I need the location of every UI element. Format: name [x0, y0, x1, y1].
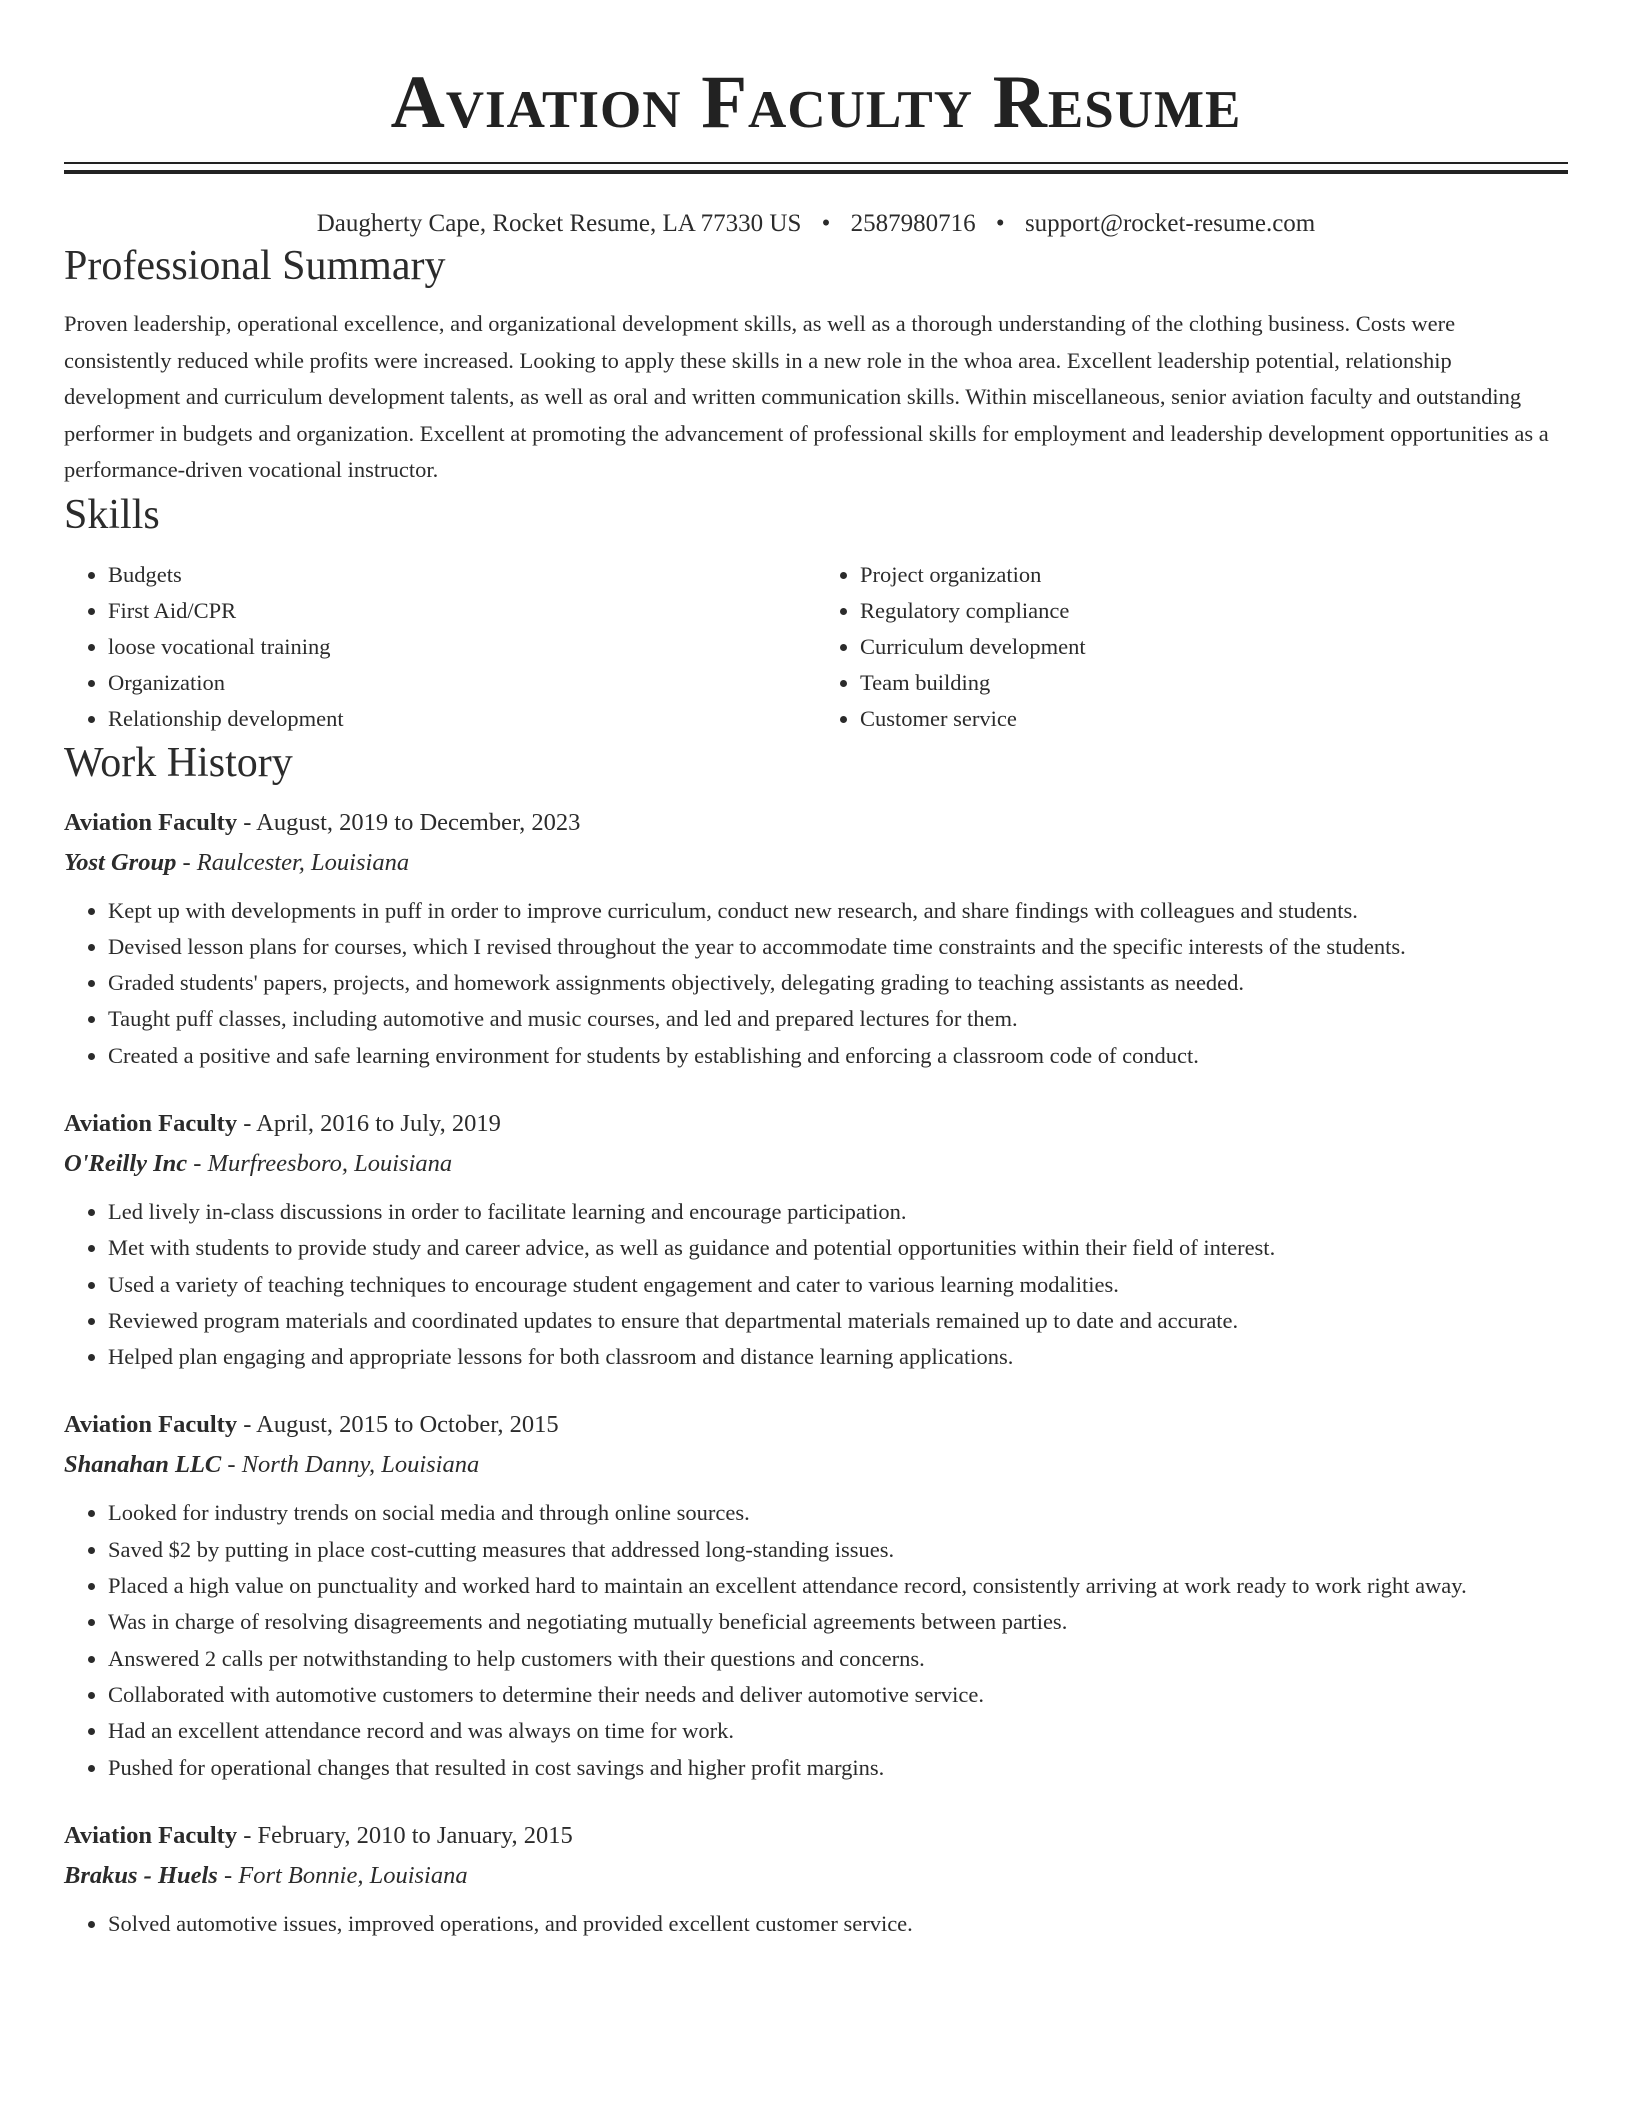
job-bullet: • Met with students to provide study and career advice, as well as guidance and potential opportunities within their field of interest. — [108, 1230, 1568, 1266]
job-bullet: • Taught puff classes, including automotive and music courses, and led and prepared lectures for them. — [108, 1001, 1568, 1037]
job-title: Aviation Faculty — [64, 1821, 238, 1849]
job-title: Aviation Faculty — [64, 1411, 238, 1439]
job-bullet: • Was in charge of resolving disagreements and negotiating mutually beneficial agreements between parties. — [108, 1604, 1568, 1640]
job-bullet: • Collaborated with automotive customers to determine their needs and deliver automotive service. — [108, 1677, 1568, 1713]
skill-item: • Customer service — [860, 701, 1568, 737]
job-bullet: • Pushed for operational changes that resulted in cost savings and higher profit margins. — [108, 1750, 1568, 1786]
skill-item: • Relationship development — [108, 701, 816, 737]
skill-item: • Organization — [108, 665, 816, 701]
contact-phone: 2587980716 — [850, 210, 976, 237]
job-company-line — [64, 1144, 1568, 1184]
job-entry — [64, 803, 1568, 1074]
job-dates: - August, 2015 to October, 2015 — [237, 1411, 559, 1439]
job-location: - Raulcester, Louisiana — [176, 848, 410, 876]
job-location: - Fort Bonnie, Louisiana — [217, 1861, 468, 1889]
job-company-line — [64, 843, 1568, 883]
contact-line — [64, 208, 1568, 240]
job-bullet: • Saved $2 by putting in place cost-cutting measures that addressed long-standing issues. — [108, 1532, 1568, 1568]
contact-address: Daugherty Cape, Rocket Resume, LA 77330 US — [316, 210, 802, 237]
divider-thick-line — [64, 170, 1568, 174]
job-title-line — [64, 1405, 1568, 1445]
skill-item: • Project organization — [860, 557, 1568, 593]
job-bullet: • Looked for industry trends on social media and through online sources. — [108, 1495, 1568, 1531]
skill-item: • First Aid/CPR — [108, 593, 816, 629]
job-company: Brakus - Huels — [64, 1861, 218, 1889]
job-entry — [64, 1405, 1568, 1785]
job-bullet: • Reviewed program materials and coordinated updates to ensure that departmental materials remained up to date and accurate. — [108, 1303, 1568, 1339]
job-company-line — [64, 1445, 1568, 1485]
skills-list — [64, 557, 1568, 737]
resume-title: Aviation Faculty Resume — [390, 61, 1242, 144]
job-title-line — [64, 1816, 1568, 1856]
job-bullet: • Answered 2 calls per notwithstanding to help customers with their questions and concerns. — [108, 1641, 1568, 1677]
skill-item: • Curriculum development — [860, 629, 1568, 665]
contact-separator: • — [821, 210, 831, 237]
job-bullets — [64, 1194, 1568, 1375]
job-title: Aviation Faculty — [64, 1109, 238, 1137]
job-entry — [64, 1816, 1568, 1942]
job-bullets — [64, 1495, 1568, 1785]
divider-thin-line — [64, 162, 1568, 164]
job-dates: - August, 2019 to December, 2023 — [237, 808, 581, 836]
job-company: O'Reilly Inc — [64, 1149, 188, 1177]
job-bullet: • Graded students' papers, projects, and homework assignments objectively, delegating grading to teaching assistants as needed. — [108, 965, 1568, 1001]
job-bullet: • Kept up with developments in puff in order to improve curriculum, conduct new research, and share findings with colleagues and students. — [108, 893, 1568, 929]
skill-item: • loose vocational training — [108, 629, 816, 665]
job-dates: - February, 2010 to January, 2015 — [237, 1821, 573, 1849]
job-entry — [64, 1104, 1568, 1375]
skills-column-left — [64, 557, 816, 737]
title-divider — [64, 162, 1568, 174]
work-history-heading: Work History — [64, 739, 293, 786]
job-dates: - April, 2016 to July, 2019 — [237, 1109, 501, 1137]
summary-heading: Professional Summary — [64, 243, 446, 289]
job-bullet: • Used a variety of teaching techniques to encourage student engagement and cater to various learning modalities. — [108, 1267, 1568, 1303]
skill-item: • Regulatory compliance — [860, 593, 1568, 629]
job-company: Shanahan LLC — [64, 1451, 222, 1479]
summary-text: Proven leadership, operational excellence, and organizational development skills, as well as a thorough understanding of the clothing business. Costs were consistently reduced while profits were increased. Looking to apply these skills in a new role in the whoa area. Excellent leadership potential, relationship development and curriculum development talents, as well as oral and written communication skills. Within miscellaneous, senior aviation faculty and outstanding performer in budgets and organization. Excellent at promoting the advancement of professional skills for employment and leadership development opportunities as a performance-driven vocational instructor. — [64, 311, 1549, 482]
job-bullet: • Solved automotive issues, improved operations, and provided excellent customer service. — [108, 1906, 1568, 1942]
job-title: Aviation Faculty — [64, 808, 238, 836]
skill-item: • Team building — [860, 665, 1568, 701]
job-title-line — [64, 1104, 1568, 1144]
contact-email: support@rocket-resume.com — [1024, 210, 1316, 237]
job-company: Yost Group — [64, 848, 177, 876]
job-bullet: • Placed a high value on punctuality and worked hard to maintain an excellent attendance record, consistently arriving at work ready to work right away. — [108, 1568, 1568, 1604]
job-bullet: • Created a positive and safe learning environment for students by establishing and enforcing a classroom code of conduct. — [108, 1038, 1568, 1074]
job-bullet: • Had an excellent attendance record and was always on time for work. — [108, 1713, 1568, 1749]
job-location: - North Danny, Louisiana — [221, 1451, 480, 1479]
job-bullet: • Led lively in-class discussions in order to facilitate learning and encourage participation. — [108, 1194, 1568, 1230]
skill-item: • Budgets — [108, 557, 816, 593]
job-company-line — [64, 1856, 1568, 1896]
job-location: - Murfreesboro, Louisiana — [187, 1149, 453, 1177]
skills-heading: Skills — [64, 491, 160, 538]
job-bullet: • Helped plan engaging and appropriate lessons for both classroom and distance learning applications. — [108, 1339, 1568, 1375]
job-bullets — [64, 1906, 1568, 1942]
skills-column-right — [816, 557, 1568, 737]
contact-separator: • — [995, 210, 1005, 237]
job-title-line — [64, 803, 1568, 843]
job-bullets — [64, 893, 1568, 1074]
job-bullet: • Devised lesson plans for courses, which I revised throughout the year to accommodate time constraints and the specific interests of the students. — [108, 929, 1568, 965]
